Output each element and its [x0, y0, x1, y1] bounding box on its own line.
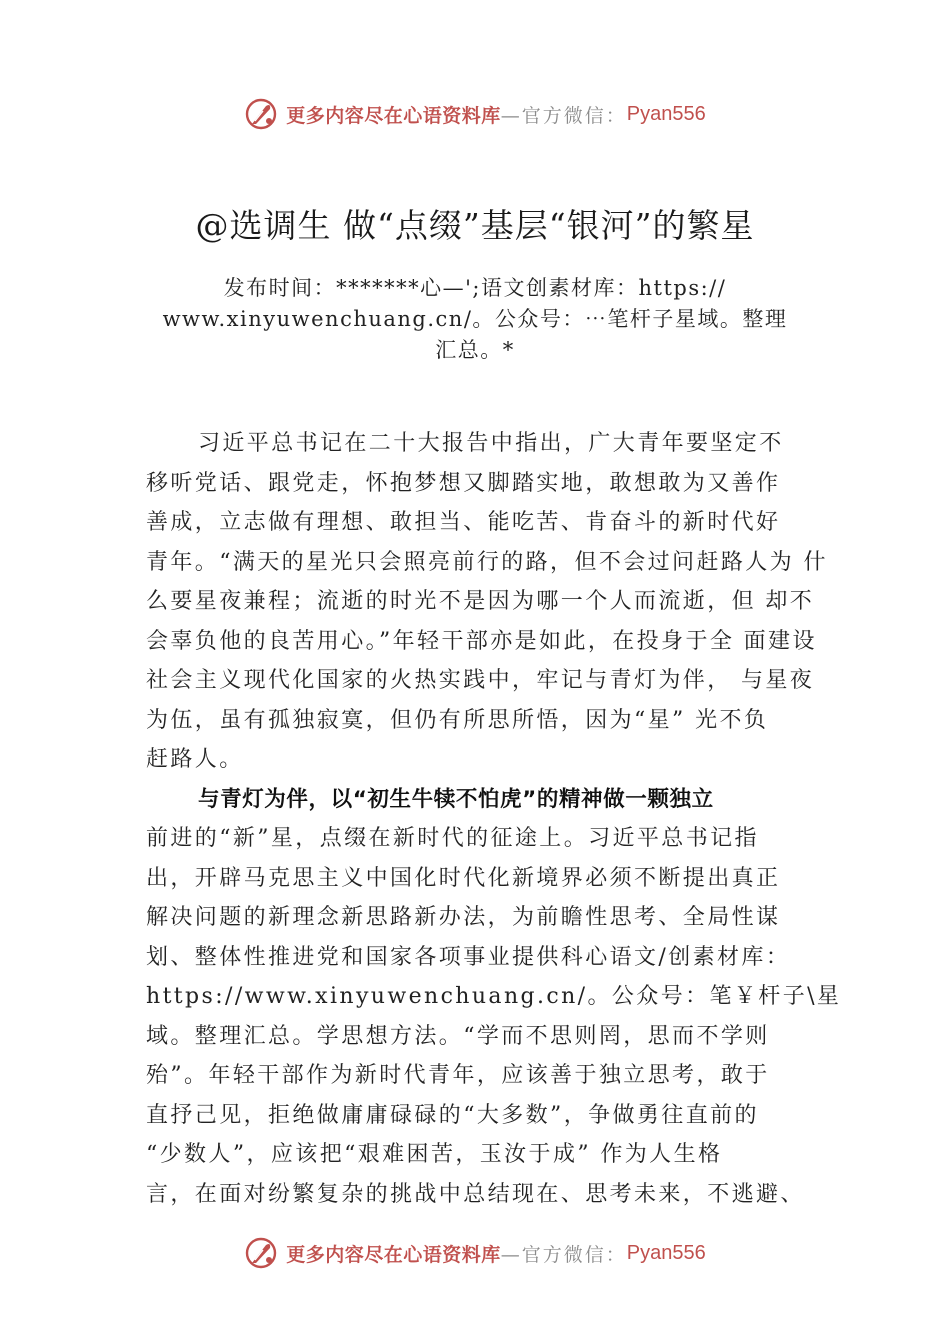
- banner-wechat-id: Pyan556: [626, 1241, 706, 1264]
- text-line: 社会主义现代化国家的火热实践中，牢记与青灯为伴， 与星夜: [146, 668, 815, 693]
- quill-pen-logo-icon: [244, 97, 278, 131]
- text-line: 前进的“新”星，点缀在新时代的征途上。习近平总书记指: [146, 826, 759, 851]
- banner-wechat-label: —官方微信：: [500, 104, 627, 127]
- text-line: 善成，立志做有理想、敢担当、能吃苦、肯奋斗的新时代好: [146, 510, 781, 535]
- publish-info: [140, 273, 810, 366]
- text-line: 为伍，虽有孤独寂寞，但仍有所思所悟，因为“星” 光不负: [146, 707, 769, 733]
- text-line: https://www.xinyuwenchuang.cn/。公众号：笔￥杆子\星: [146, 984, 842, 1009]
- publish-info-line: www.xinyuwenchuang.cn/。公众号：⋯笔杆子星域。整理: [162, 307, 788, 331]
- banner-promo-text: 更多内容尽在心语资料库: [286, 1243, 501, 1266]
- text-line: 青年。“满天的星光只会照亮前行的路，但不会过问赶路人为 什: [146, 549, 828, 575]
- publish-info-line: 发布时间：*******心—';语文创素材库：https://: [223, 276, 727, 300]
- text-line: 域。整理汇总。学思想方法。“学而不思则罔，思而不学则: [146, 1023, 770, 1049]
- text-line: 殆”。年轻干部作为新时代青年，应该善于独立思考，敢于: [146, 1063, 770, 1088]
- quill-pen-logo-icon: [244, 1236, 278, 1270]
- text-line: 赶路人。: [146, 747, 244, 772]
- text-line: 言，在面对纷繁复杂的挑战中总结现在、思考未来，不逃避、: [146, 1181, 805, 1207]
- publish-info-line: 汇总。*: [435, 338, 515, 362]
- banner-wechat-id: Pyan556: [626, 102, 706, 125]
- text-line: 划、整体性推进党和国家各项事业提供科心语文/创素材库：: [146, 944, 791, 970]
- article-body: [146, 424, 846, 1214]
- paragraph-1: [146, 424, 846, 780]
- header-banner: [0, 92, 950, 136]
- text-line: 直抒己见，拒绝做庸庸碌碌的“大多数”，争做勇往直前的: [146, 1102, 759, 1128]
- text-line: 解决问题的新理念新思路新办法，为前瞻性思考、全局性谋: [146, 905, 781, 930]
- banner-wechat-label: —官方微信：: [500, 1243, 627, 1266]
- text-line: 会辜负他的良苦用心。”年轻干部亦是如此，在投身于全 面建设: [146, 628, 817, 654]
- text-line: 移听党话、跟党走，怀抱梦想又脚踏实地，敢想敢为又善作: [146, 470, 781, 496]
- banner-promo-text: 更多内容尽在心语资料库: [286, 104, 501, 127]
- paragraph-2: [146, 780, 846, 1215]
- document-title: @选调生 做“点缀”基层“银河”的繁星: [195, 206, 755, 245]
- text-line: 么要星夜兼程；流逝的时光不是因为哪一个人而流逝，但 却不: [146, 589, 815, 614]
- footer-banner: [0, 1231, 950, 1275]
- text-line: 习近平总书记在二十大报告中指出，广大青年要坚定不: [198, 431, 784, 456]
- text-line: 出，开辟马克思主义中国化时代化新境界必须不断提出真正: [146, 865, 781, 891]
- text-line: “少数人”，应该把“艰难困苦，玉汝于成” 作为人生格: [146, 1142, 723, 1167]
- section-heading: 与青灯为伴，以“初生牛犊不怕虎”的精神做一颗独立: [198, 786, 714, 812]
